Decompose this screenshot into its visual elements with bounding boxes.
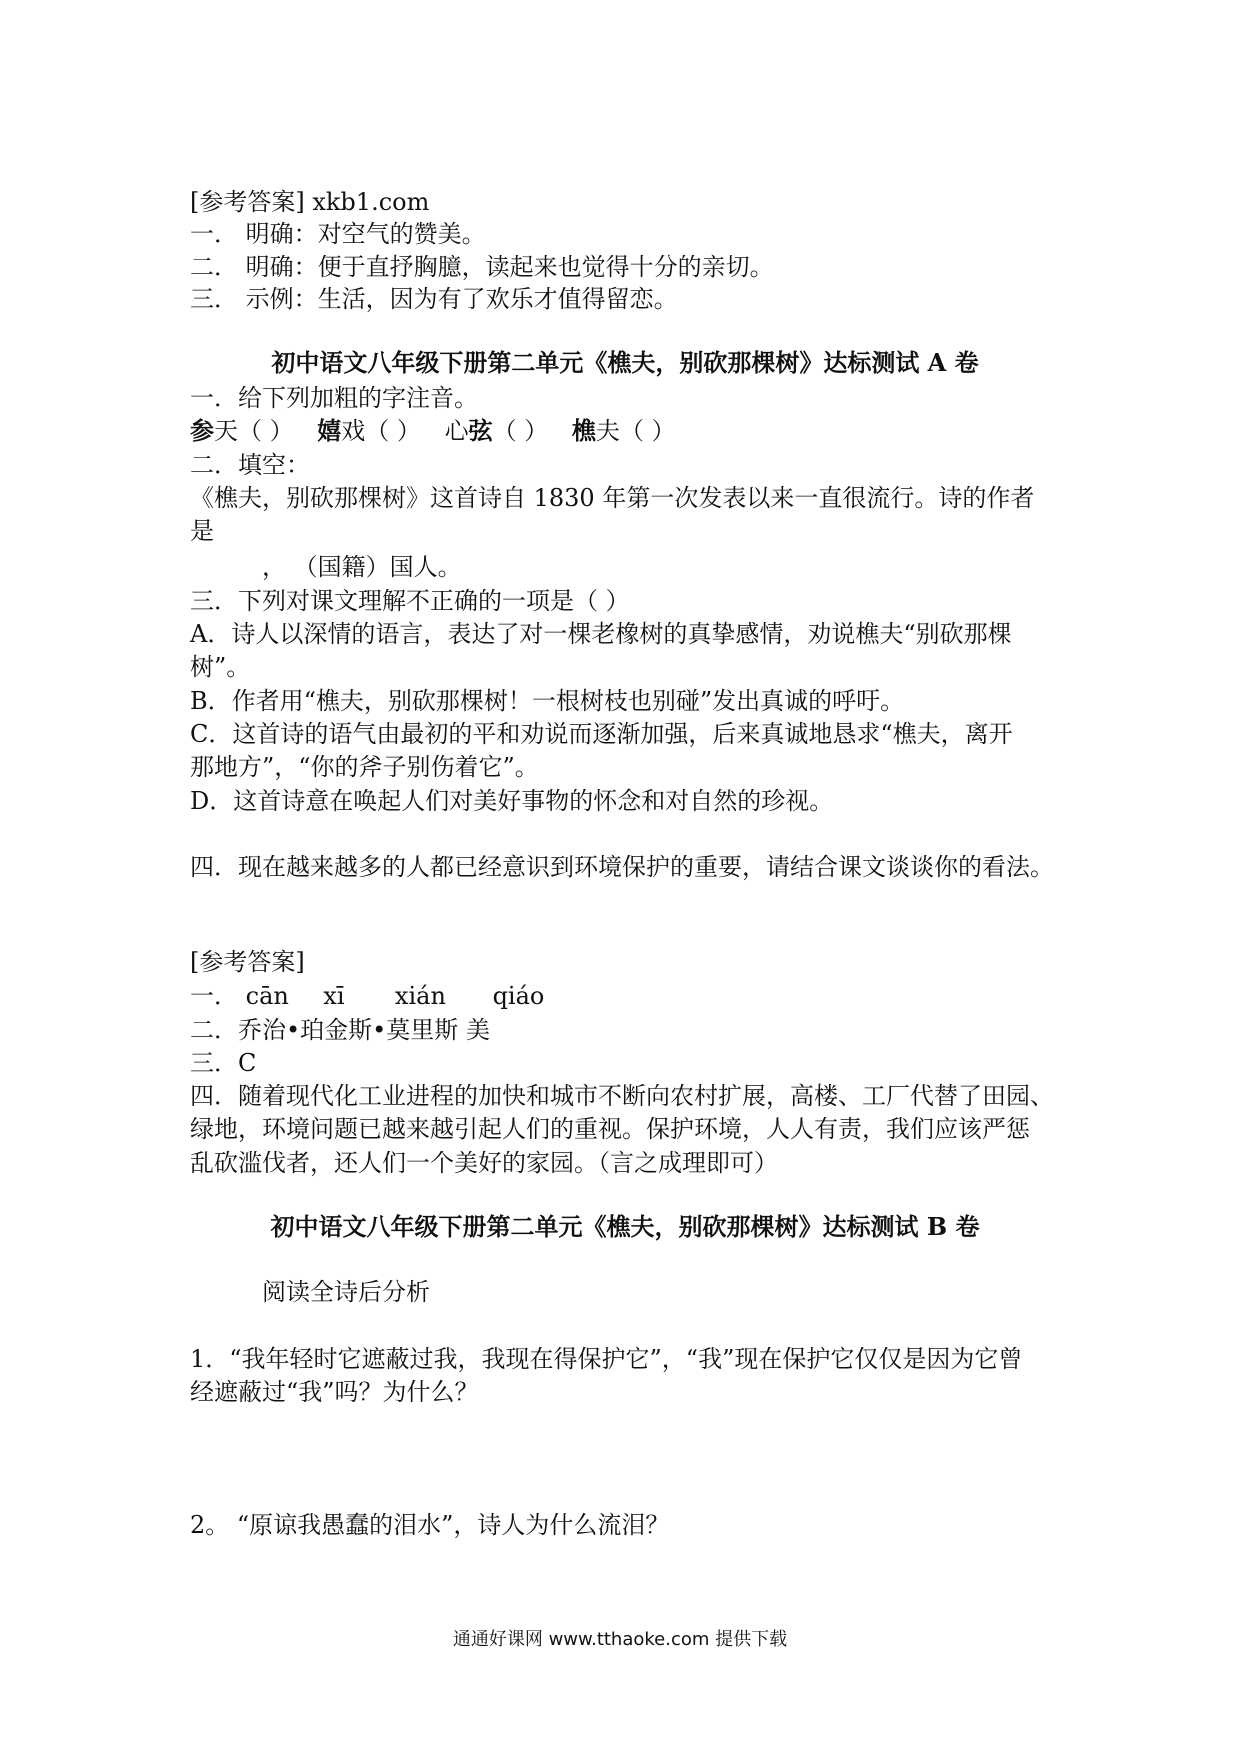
answer-item-1: 一． 明确：对空气的赞美。 <box>190 220 486 248</box>
test-a-title: 初中语文八年级下册第二单元《樵夫，别砍那棵树》达标测试 A 卷 <box>271 348 979 377</box>
answer-heading-1: [参考答案] xkb1.com <box>190 188 430 216</box>
test-b-q1-line-2: 经遮蔽过“我”吗？为什么？ <box>190 1378 479 1406</box>
answer-item-3: 三． 示例：生活，因为有了欢乐才值得留恋。 <box>190 285 678 313</box>
page-footer: 通通好课网 www.tthaoke.com 提供下载 <box>452 1629 788 1650</box>
test-a-q3-line-6: D．这首诗意在唤起人们对美好事物的怀念和对自然的珍视。 <box>190 787 834 815</box>
pinyin-1: cān <box>245 982 289 1010</box>
test-a-q1-prompt: 一．给下列加粗的字注音。 <box>190 384 478 412</box>
pinyin-4: qiáo <box>492 982 545 1010</box>
test-a-q3-line-1: A．诗人以深情的语言，表达了对一棵老橡树的真挚感情，劝说樵夫“别砍那棵 <box>190 620 1012 648</box>
test-a-q3-line-5: 那地方”，“你的斧子别伤着它”。 <box>190 753 539 781</box>
word-2: 嬉戏（ ） <box>317 416 421 445</box>
test-a-q2-line-1: 《樵夫，别砍那棵树》这首诗自 1830 年第一次发表以来一直很流行。诗的作者 <box>190 484 1035 512</box>
pinyin-2: xī <box>323 982 345 1010</box>
answer-4-line-3: 乱砍滥伐者，还人们一个美好的家园。（言之成理即可） <box>190 1149 778 1177</box>
test-b-q2: 2。 “原谅我愚蠢的泪水”，诗人为什么流泪？ <box>190 1511 670 1539</box>
answer-4-line-1: 四．随着现代化工业进程的加快和城市不断向农村扩展，高楼、工厂代替了田园、 <box>190 1082 1054 1110</box>
test-a-q1-words <box>190 414 1060 448</box>
test-a-q3-line-4: C．这首诗的语气由最初的平和劝说而逐渐加强，后来真诚地恳求“樵夫，离开 <box>190 720 1013 748</box>
test-a-q2-line-2: 是 <box>190 517 214 545</box>
word-1: 参天（ ） <box>190 416 294 445</box>
answer-pinyin-row: 一． cān xī xián qiáo <box>190 979 1060 1013</box>
test-a-q2-line-3: ， （国籍）国人。 <box>262 553 462 581</box>
test-a-q2-prompt: 二．填空： <box>190 451 310 479</box>
word-4: 樵夫（ ） <box>571 416 676 445</box>
pinyin-3: xián <box>394 982 446 1010</box>
test-a-q3-line-2: 树”。 <box>190 653 251 681</box>
test-a-q3-prompt: 三．下列对课文理解不正确的一项是（ ） <box>190 587 630 615</box>
test-a-q4: 四．现在越来越多的人都已经意识到环境保护的重要，请结合课文谈谈你的看法。 <box>190 853 1054 881</box>
test-b-intro: 阅读全诗后分析 <box>262 1278 430 1306</box>
answer-heading-2: [参考答案] <box>190 948 305 976</box>
test-a-q3-line-3: B．作者用“樵夫，别砍那棵树！一根树枝也别碰”发出真诚的呼吁。 <box>190 687 905 715</box>
answer-2: 二．乔治•珀金斯•莫里斯 美 <box>190 1016 490 1044</box>
answer-item-2: 二． 明确：便于直抒胸臆，读起来也觉得十分的亲切。 <box>190 253 774 281</box>
test-b-q1-line-1: 1．“我年轻时它遮蔽过我，我现在得保护它”，“我”现在保护它仅仅是因为它曾 <box>190 1345 1023 1373</box>
word-3: 心弦（ ） <box>444 416 549 445</box>
answer-3: 三．C <box>190 1049 257 1077</box>
test-b-title: 初中语文八年级下册第二单元《樵夫，别砍那棵树》达标测试 B 卷 <box>270 1212 980 1241</box>
answer-4-line-2: 绿地，环境问题已越来越引起人们的重视。保护环境，人人有责，我们应该严惩 <box>190 1115 1030 1143</box>
